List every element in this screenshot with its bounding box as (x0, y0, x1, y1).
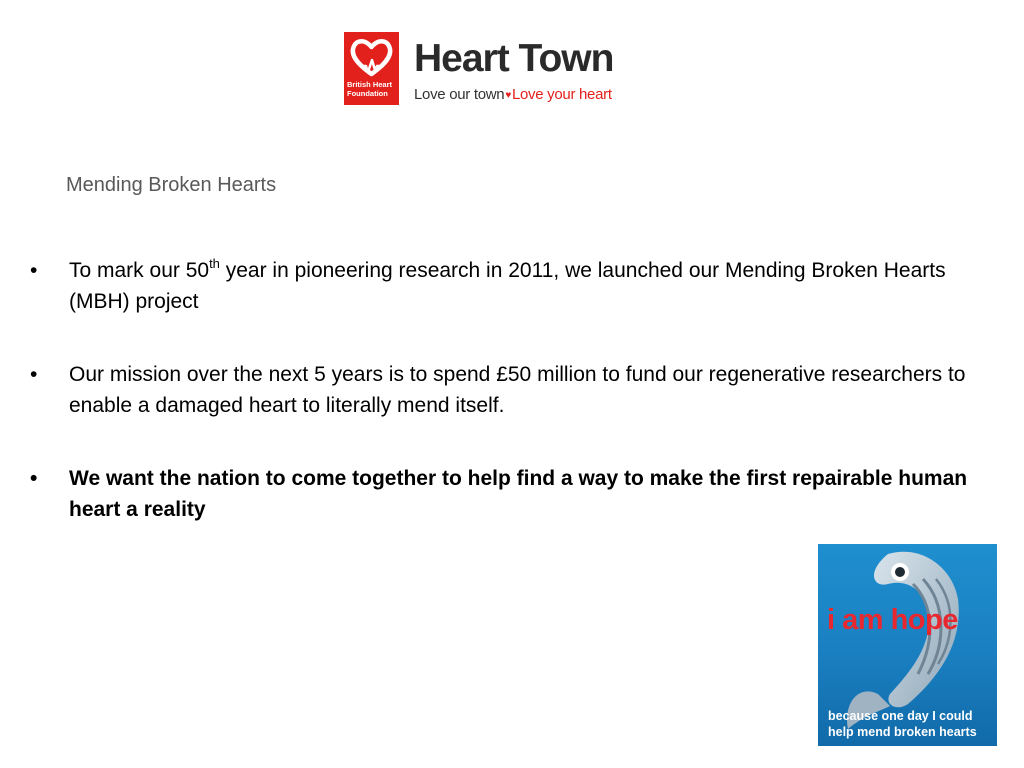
bhf-badge (344, 32, 399, 105)
bullet-item (30, 359, 990, 421)
bullet-text: Our mission over the next 5 years is to spend £50 million to fund our regenerative researchers to enable a damaged heart to literally mend itself. (69, 363, 966, 417)
bullet-text-pre: To mark our 50 (69, 259, 210, 282)
heart-town-logo (344, 32, 614, 106)
tagline-part1: Love our town (414, 86, 505, 103)
bullet-text: We want the nation to come together to help find a way to make the first repairable human heart a reality (69, 467, 968, 521)
bullet-item (30, 463, 990, 525)
bullet-list (30, 255, 990, 567)
poster-caption: because one day I could help mend broken hearts (828, 709, 977, 739)
bullet-superscript: th (209, 256, 220, 271)
tagline-part2: Love your heart (511, 86, 612, 103)
logo-title: Heart Town (414, 37, 614, 80)
bullet-marker: • (30, 467, 38, 490)
bullet-marker: • (30, 259, 38, 282)
slide-title: Mending Broken Hearts (66, 174, 277, 196)
bullet-item (30, 255, 990, 317)
bullet-marker: • (30, 363, 38, 386)
poster-headline: i am hope (827, 604, 958, 636)
logo-tagline (414, 86, 612, 105)
bullet-text-post: year in pioneering research in 2011, we launched our Mending Broken Hearts (MBH) project (69, 259, 946, 313)
small-heart-icon: ♥ (505, 90, 511, 101)
heart-pulse-icon (348, 36, 395, 80)
bhf-badge-text: British Heart Foundation (347, 80, 393, 98)
i-am-hope-poster (818, 544, 997, 746)
